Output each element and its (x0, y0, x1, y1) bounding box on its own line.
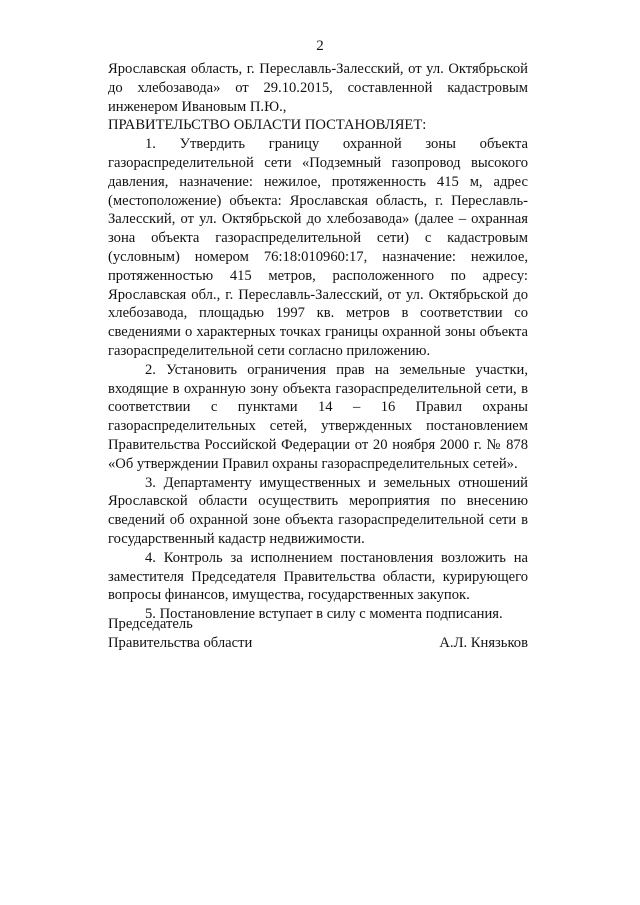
document-body (108, 60, 528, 624)
signatory-title-line2: Правительства области (108, 635, 253, 651)
signature-block (108, 615, 528, 653)
intro-paragraph: Ярославская область, г. Переславль-Залесский, от ул. Октябрьской до хлебозавода» от 29.10.2015, составленной кадастровым инженером Ивановым П.Ю., (108, 61, 528, 115)
paragraph-5: 5. Постановление вступает в силу с момента подписания. (145, 606, 503, 623)
signatory-line (108, 634, 528, 653)
paragraph-2: 2. Установить ограничения прав на земельные участки, входящие в охранную зону объекта газораспределительной сети, в соответствии с пунктами 14 – 16 Правил охраны газораспределительных сетей, утвержденных постановлением Правительства Российской Федерации от 20 ноября 2000 г. № 878 «Об утверждении Правил охраны газораспределительных сетей». (108, 361, 528, 472)
paragraph-1: 1. Утвердить границу охранной зоны объекта газораспределительной сети «Подземный газопровод высокого давления, назначение: нежилое, протяженность 415 м, адрес (местоположение) объекта: Ярославская область, г. Переславль-Залесский, от ул. Октябрьской до хлебозавода» (далее – охранная зона объекта газораспределительной сети) с кадастровым (условным) номером 76:18:010960:17, назначение: нежилое, протяженностью 415 метров, расположенного по адресу: Ярославская обл., г. Переславль-Залесский, от ул. Октябрьской до хлебозавода, площадью 1997 кв. метров в соответствии со сведениями о характерных точках границы охранной зоны объекта газораспределительной сети согласно приложению. (108, 136, 528, 359)
paragraph-3: 3. Департаменту имущественных и земельных отношений Ярославской области осуществить мероприятия по внесению сведений об охранной зоне объекта газораспределительной сети в государственный кадастр недвижимости. (108, 474, 528, 547)
decree-heading: ПРАВИТЕЛЬСТВО ОБЛАСТИ ПОСТАНОВЛЯЕТ: (108, 117, 427, 134)
signatory-title-line1: Председатель (108, 616, 193, 632)
paragraph-4: 4. Контроль за исполнением постановления возложить на заместителя Председателя Правительства области, курирующего вопросы финансов, имущества, государственных закупок. (108, 549, 528, 604)
signatory-name: А.Л. Князьков (439, 635, 528, 651)
page-number: 2 (316, 38, 324, 54)
